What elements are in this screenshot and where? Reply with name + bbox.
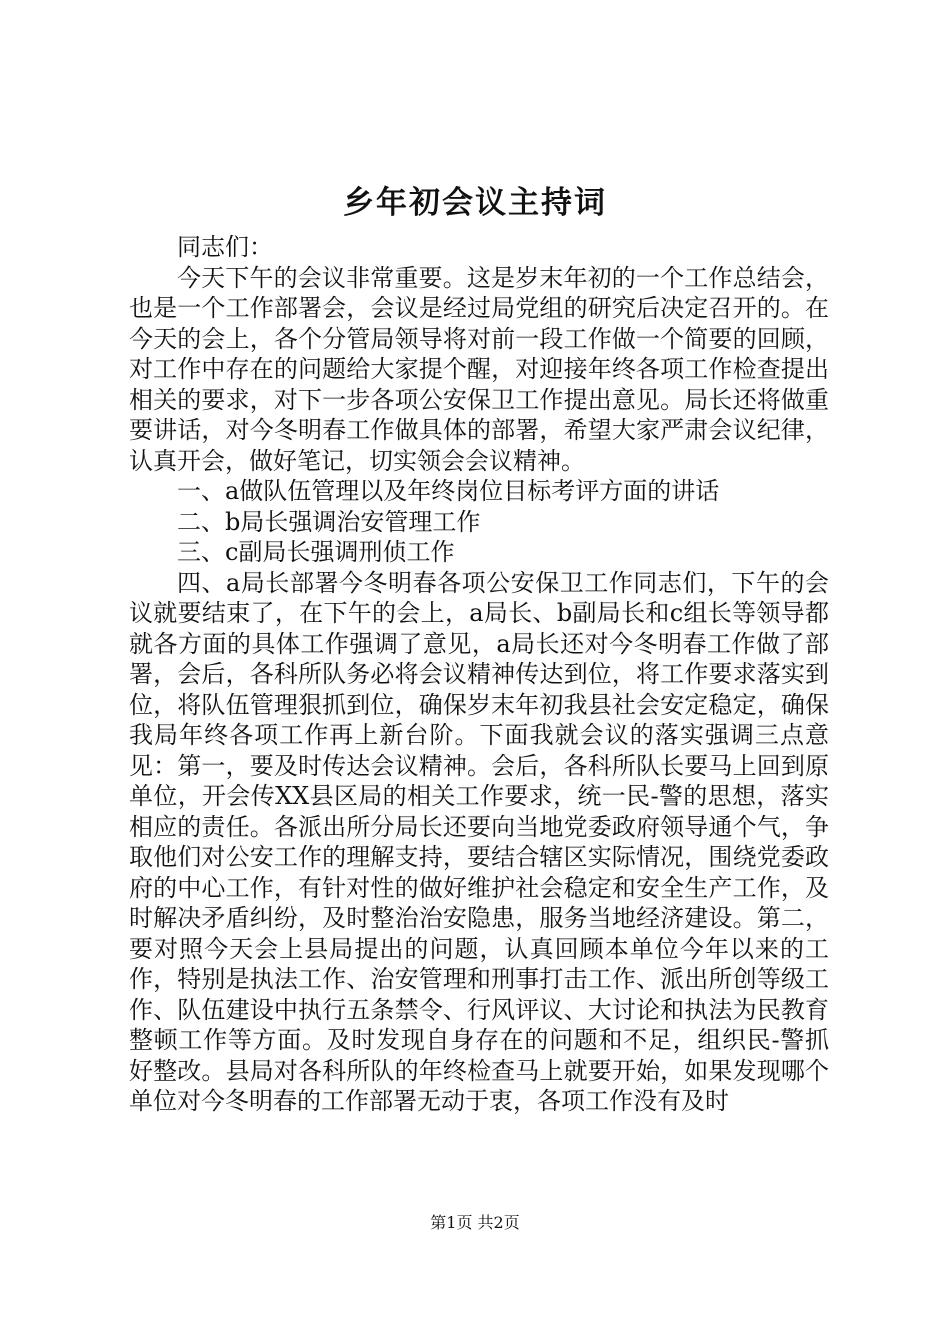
agenda-item-1: 一、a做队伍管理以及年终岗位目标考评方面的讲话 [177,477,720,505]
agenda-item-2: 二、b局长强调治安管理工作 [177,507,481,536]
salutation-paragraph: 同志们： [177,233,273,261]
document-body [129,232,829,1117]
agenda-item-4-paragraph: 四、a局长部署今冬明春各项公安保卫工作同志们，下午的会议就要结束了，在下午的会上，a局长、b副局长和c组长等领导都就各方面的具体工作强调了意见，a局长还对今冬明春工作做了部署，会后，各科所队务必将会议精神传达到位，将工作要求落实到位，将队伍管理狠抓到位，确保岁末年初我县社会安定稳定，确保我局年终各项工作再上新台阶。下面我就会议的落实强调三点意见：第一，要及时传达会议精神。会后，各科所队长要马上回到原单位，开会传XX县区局的相关工作要求，统一民-警的思想，落实相应的责任。各派出所分局长还要向当地党委政府领导通个气，争取他们对公安工作的理解支持，要结合辖区实际情况，围绕党委政府的中心工作，有针对性的做好维护社会稳定和安全生产工作，及时解决矛盾纠纷，及时整治治安隐患，服务当地经济建设。第二，要对照今天会上县局提出的问题，认真回顾本单位今年以来的工作，特别是执法工作、治安管理和刑事打击工作、派出所创等级工作、队伍建设中执行五条禁令、行风评议、大讨论和执法为民教育整顿工作等方面。及时发现自身存在的问题和不足，组织民-警抓好整改。县局对各科所队的年终检查马上就要开始，如果发现哪个单位对今冬明春的工作部署无动于衷，各项工作没有及时 [129,568,829,1115]
document-title: 乡年初会议主持词 [343,185,607,221]
agenda-item-3: 三、c副局长强调刑侦工作 [177,538,455,566]
page-number-footer: 第1页 共2页 [430,1213,520,1232]
intro-paragraph: 今天下午的会议非常重要。这是岁末年初的一个工作总结会，也是一个工作部署会，会议是经过局党组的研究后决定召开的。在今天的会上，各个分管局领导将对前一段工作做一个简要的回顾，对工作中存在的问题给大家提个醒，对迎接年终各项工作检查提出相关的要求，对下一步各项公安保卫工作提出意见。局长还将做重要讲话，对今冬明春工作做具体的部署，希望大家严肃会议纪律，认真开会，做好笔记，切实领会会议精神。 [129,263,829,475]
